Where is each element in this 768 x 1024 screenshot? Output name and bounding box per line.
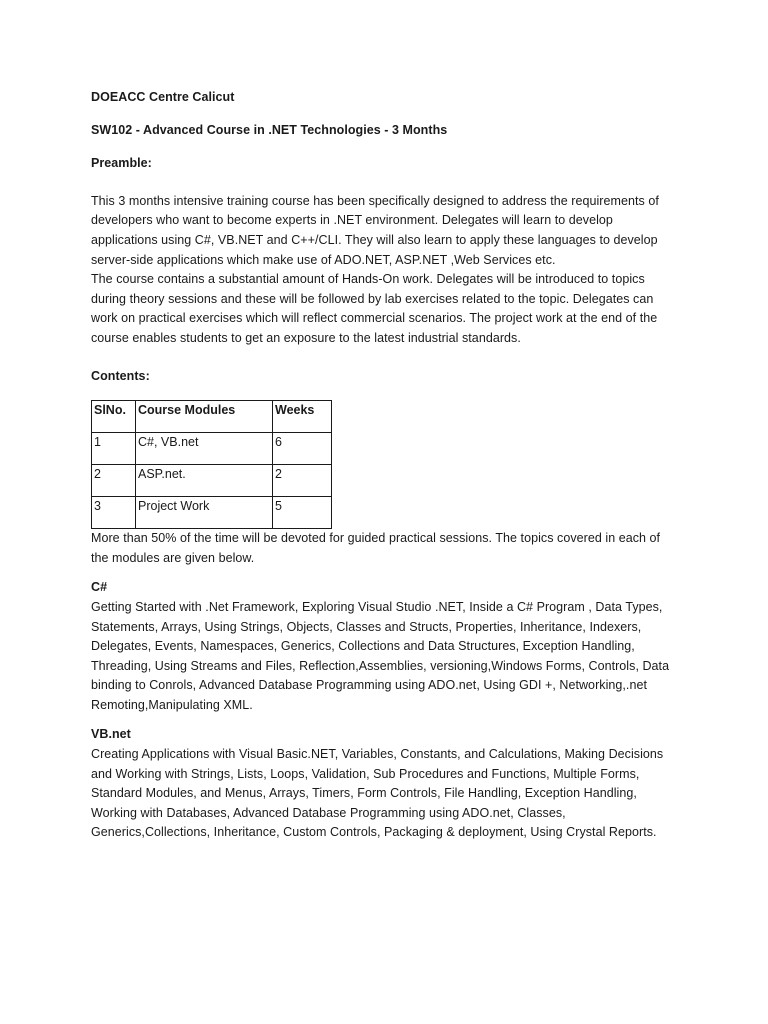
practical-sessions-note: More than 50% of the time will be devoted for guided practical sessions. The topics covered in each of the modules are given below.: [91, 531, 661, 565]
section-heading-csharp: C#: [91, 580, 108, 595]
table-cell: Project Work: [136, 497, 273, 529]
preamble-paragraph-1: This 3 months intensive training course has been specifically designed to address the requirements of developers who want to become experts in .NET environment. Delegates will learn to develop applications using C#, VB.NET and C++/CLI. They will also learn to apply these languages to develop server-side applications which make use of ADO.NET, ASP.NET ,Web Services etc.: [91, 193, 659, 267]
section-heading-vbnet: VB.net: [91, 727, 131, 742]
organization-name: DOEACC Centre Calicut: [91, 90, 235, 104]
preamble-paragraph-2: The course contains a substantial amount of Hands-On work. Delegates will be introduced to topics during theory sessions and these will be followed by lab exercises related to the topic. Delegates can work on practical exercises which will reflect commercial scenarios. The project work at the end of the course enables students to get an exposure to the latest industrial standards.: [91, 272, 658, 345]
table-header-row: [92, 401, 332, 433]
table-header-weeks: Weeks: [273, 401, 332, 433]
course-modules-table: [91, 400, 332, 529]
table-cell: 1: [92, 433, 136, 465]
course-title: SW102 - Advanced Course in .NET Technologies - 3 Months: [91, 122, 448, 137]
table-header-modules: Course Modules: [136, 401, 273, 433]
table-cell: 2: [273, 465, 332, 497]
table-cell: 6: [273, 433, 332, 465]
table-row: [92, 433, 332, 465]
preamble-heading: Preamble:: [91, 156, 152, 171]
table-row: [92, 497, 332, 529]
section-body-csharp: Getting Started with .Net Framework, Exploring Visual Studio .NET, Inside a C# Program , Data Types, Statements, Arrays, Using Strings, Objects, Classes and Structs, Properties, Inheritance, Indexers, Delegates, Events, Namespaces, Generics, Collections and Data Structures, Exception Handling, Threading, Using Streams and Files, Reflection,Assemblies, versioning,Windows Forms, Controls, Data binding to Conrols, Advanced Database Programming using ADO.net, Using GDI +, Networking,.net Remoting,Manipulating XML.: [91, 599, 670, 712]
section-body-vbnet: Creating Applications with Visual Basic.NET, Variables, Constants, and Calculations, Making Decisions and Working with Strings, Lists, Loops, Validation, Sub Procedures and Functions, Multiple Forms, Standard Modules, and Menus, Arrays, Timers, Form Controls, File Handling, Exception Handling, Working with Databases, Advanced Database Programming using ADO.net, Classes, Generics,Collections, Inheritance, Custom Controls, Packaging & deployment, Using Crystal Reports.: [91, 747, 664, 840]
table-row: [92, 465, 332, 497]
table-cell: ASP.net.: [136, 465, 273, 497]
table-cell: 3: [92, 497, 136, 529]
table-cell: 2: [92, 465, 136, 497]
table-cell: 5: [273, 497, 332, 529]
table-header-slno: SlNo.: [92, 401, 136, 433]
document-page: [91, 88, 671, 843]
contents-heading: Contents:: [91, 368, 150, 383]
table-cell: C#, VB.net: [136, 433, 273, 465]
